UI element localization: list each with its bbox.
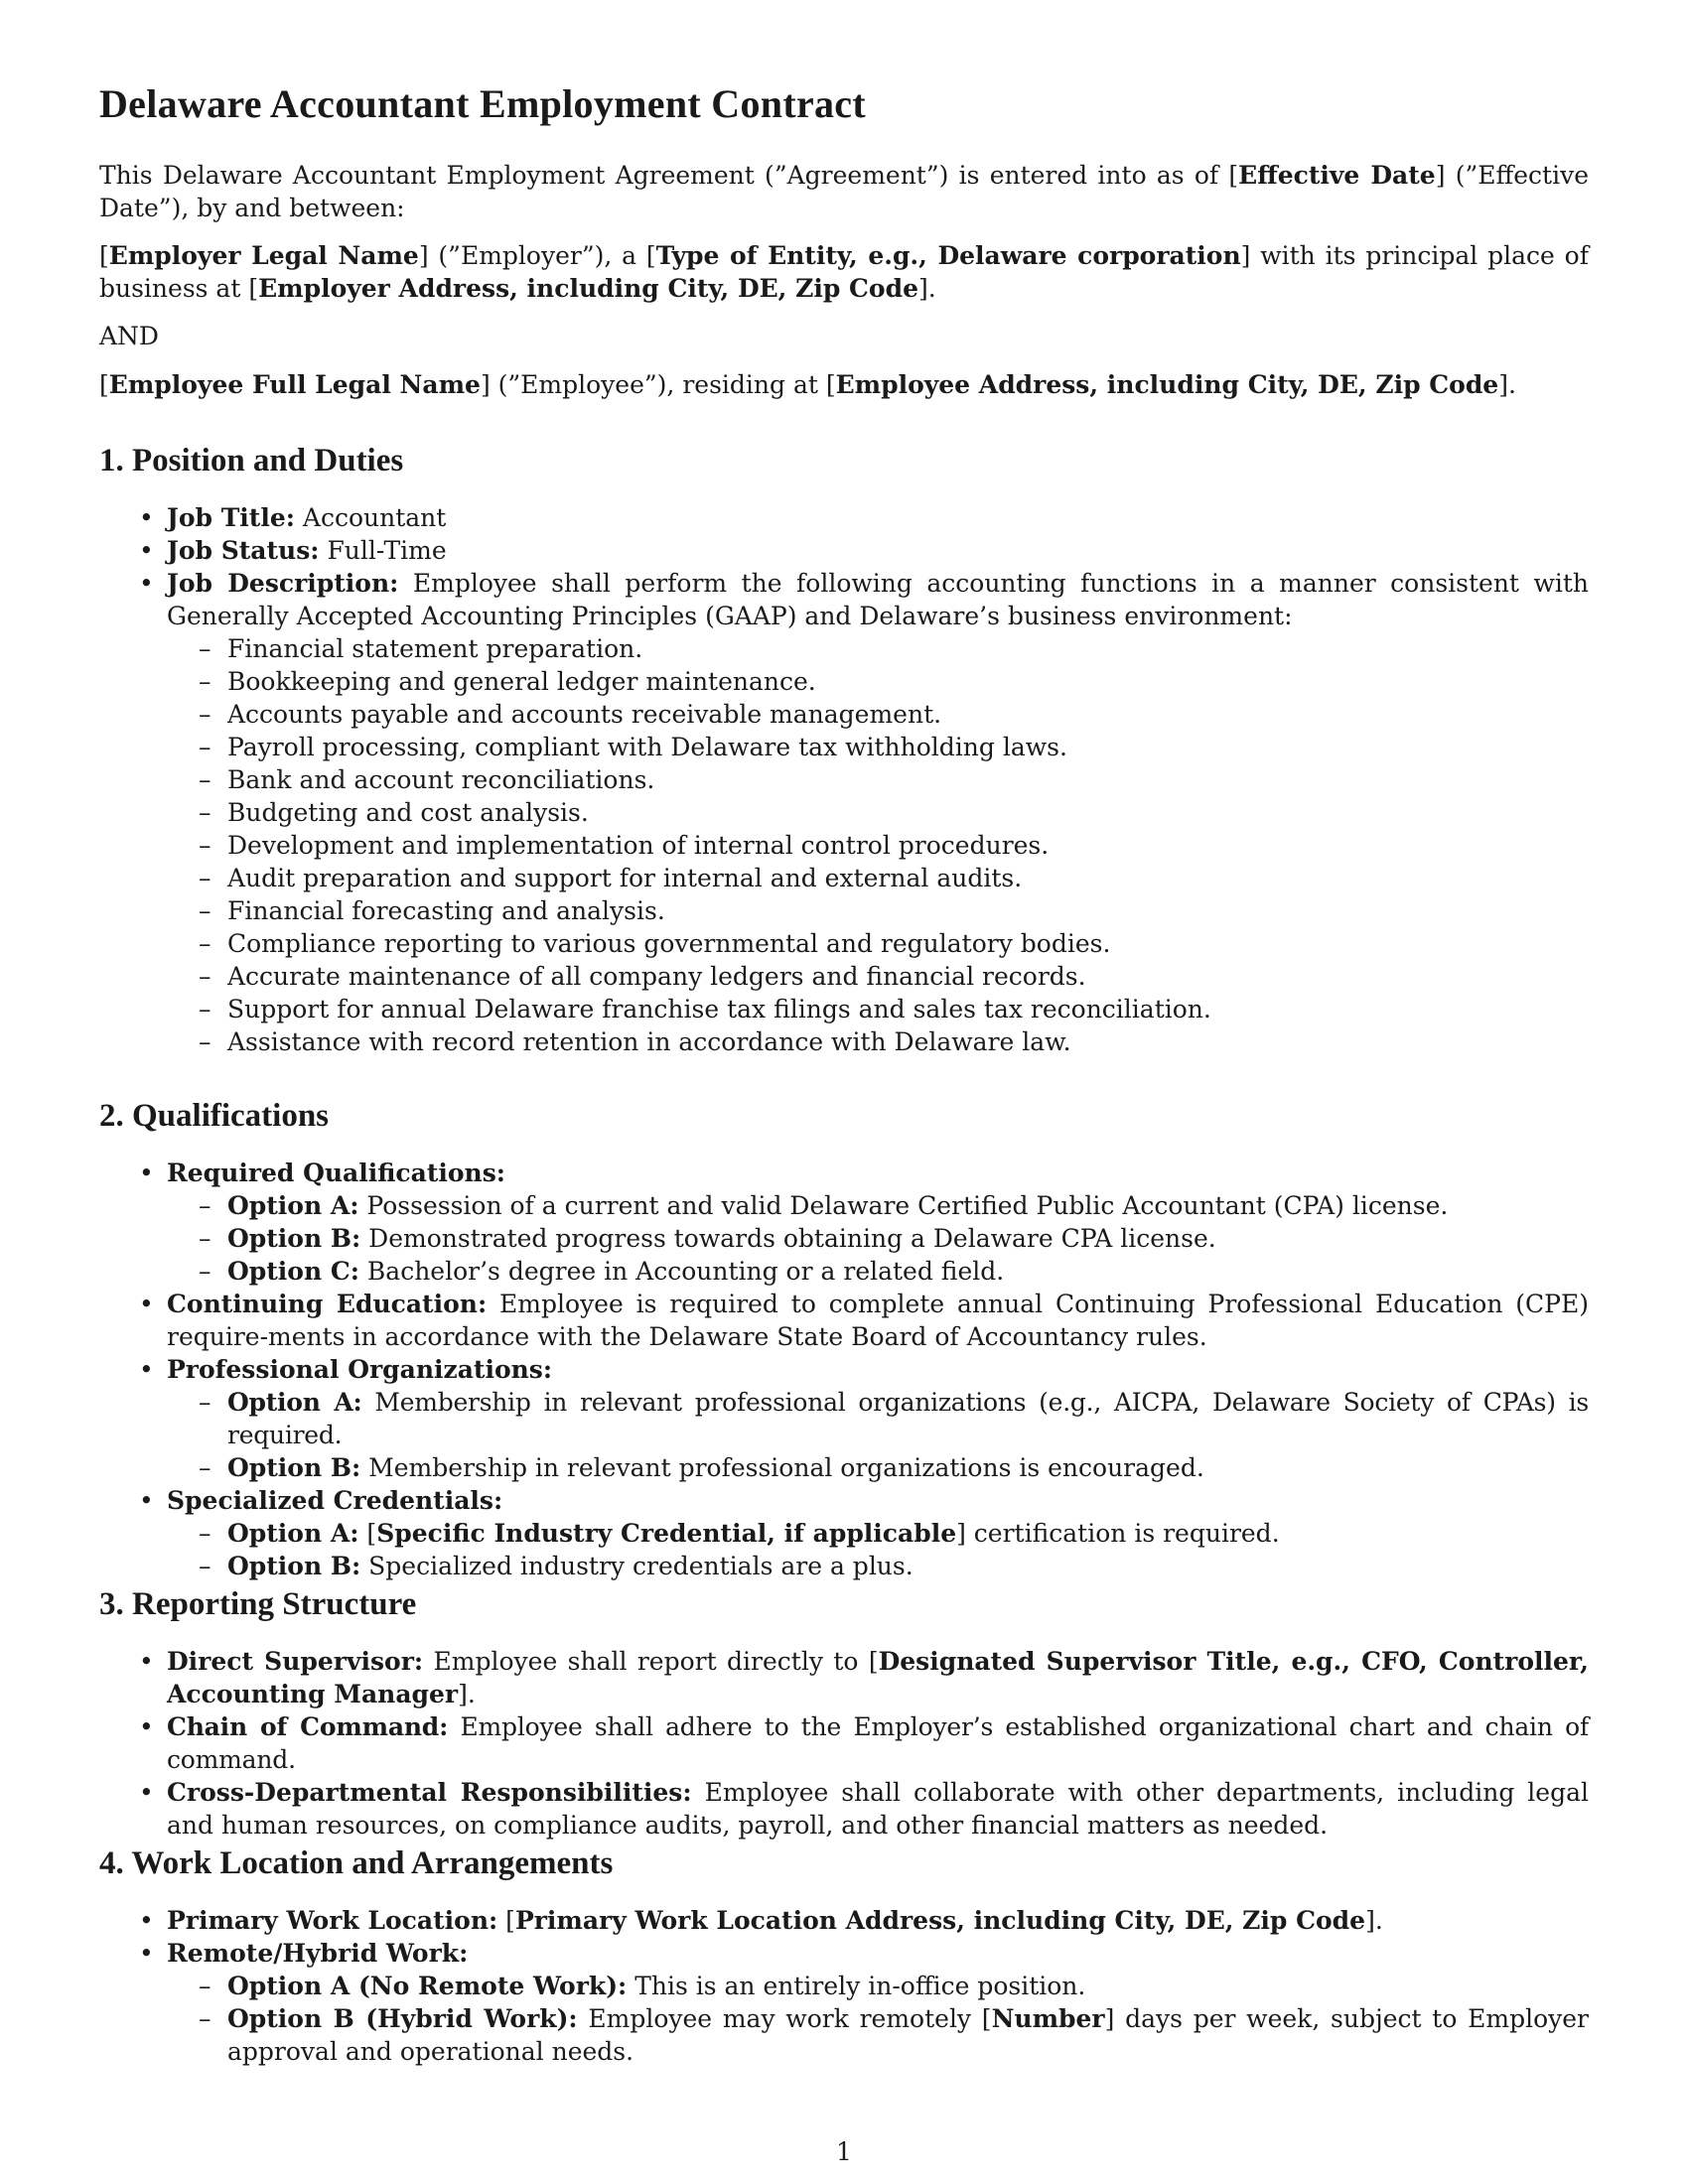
- employee-name-placeholder: Employee Full Legal Name: [108, 370, 481, 399]
- text: ].: [1498, 370, 1516, 399]
- duty-item: – Bookkeeping and general ledger maintenance.: [167, 665, 1589, 698]
- option-item: [167, 1222, 1589, 1255]
- text: Employee may work remotely [: [577, 2004, 992, 2033]
- credential-placeholder: Specific Industry Credential, if applicable: [376, 1519, 957, 1548]
- option-item: [167, 1189, 1589, 1222]
- list-item: [99, 1353, 1589, 1484]
- value: Full-Time: [319, 536, 447, 565]
- intro-text: This Delaware Accountant Employment Agreement (”Agreement”) is entered into as of [: [99, 161, 1239, 190]
- work-location-list: [99, 1904, 1589, 2068]
- list-item: [99, 1484, 1589, 1582]
- value: Employee shall perform the following accounting functions in a manner consistent with Generally Accepted Accounting Principles (GAAP) and Delaware’s business environment:: [167, 569, 1590, 630]
- text: ] (”Employee”), residing at [: [480, 370, 836, 399]
- employee-address-placeholder: Employee Address, including City, DE, Zip Code: [835, 370, 1499, 399]
- label: Option A:: [227, 1191, 359, 1220]
- employer-paragraph: [99, 239, 1589, 305]
- employer-address-placeholder: Employer Address, including City, DE, Zip Code: [258, 274, 918, 303]
- label: Job Title:: [167, 503, 295, 532]
- option-item: [167, 2002, 1589, 2068]
- reporting-structure-list: [99, 1645, 1589, 1842]
- section-heading-position-duties: 1. Position and Duties: [99, 443, 404, 478]
- label: Option B (Hybrid Work):: [227, 2004, 578, 2033]
- text: ].: [458, 1680, 476, 1708]
- list-item: [99, 1710, 1589, 1776]
- qualifications-list: [99, 1157, 1589, 1582]
- duty-item: – Assistance with record retention in accordance with Delaware law.: [167, 1025, 1589, 1058]
- label: Direct Supervisor:: [167, 1647, 424, 1676]
- label: Option A:: [227, 1519, 359, 1548]
- employee-paragraph: [99, 368, 1589, 401]
- organization-options-sublist: [167, 1386, 1589, 1484]
- text: [: [99, 241, 109, 270]
- text: ].: [1365, 1906, 1383, 1935]
- employer-name-placeholder: Employer Legal Name: [108, 241, 419, 270]
- required-options-sublist: [167, 1189, 1589, 1288]
- text: [: [358, 1519, 377, 1548]
- list-item: [99, 1904, 1589, 1937]
- list-item: [99, 1288, 1589, 1353]
- entity-type-placeholder: Type of Entity, e.g., Delaware corporation: [655, 241, 1241, 270]
- label: Option B:: [227, 1453, 361, 1482]
- label: Required Qualifications:: [167, 1159, 506, 1187]
- option-item: [167, 1970, 1589, 2002]
- label: Continuing Education:: [167, 1290, 488, 1318]
- label: Specialized Credentials:: [167, 1486, 503, 1515]
- intro-text: ] (”Effective Date”), by and between:: [99, 161, 1589, 222]
- days-number-placeholder: Number: [991, 2004, 1105, 2033]
- work-location-placeholder: Primary Work Location Address, including City, DE, Zip Code: [514, 1906, 1366, 1935]
- effective-date-placeholder: Effective Date: [1238, 161, 1436, 190]
- label: Cross-Departmental Responsibilities:: [167, 1778, 692, 1807]
- duty-item: – Support for annual Delaware franchise tax filings and sales tax reconciliation.: [167, 993, 1589, 1025]
- value: Membership in relevant professional organizations (e.g., AICPA, Delaware Society of CPAs) is required.: [227, 1388, 1589, 1449]
- value: Accountant: [294, 503, 447, 532]
- value: Possession of a current and valid Delaware Certified Public Accountant (CPA) license.: [358, 1191, 1449, 1220]
- text: [: [497, 1906, 515, 1935]
- duty-item: – Compliance reporting to various governmental and regulatory bodies.: [167, 927, 1589, 960]
- document-title: Delaware Accountant Employment Contract: [99, 81, 866, 126]
- duty-item: – Financial statement preparation.: [167, 632, 1589, 665]
- text: ] with its principal place of business at [: [99, 241, 1589, 303]
- section-heading-work-location: 4. Work Location and Arrangements: [99, 1845, 614, 1881]
- value: Specialized industry credentials are a plus.: [360, 1552, 914, 1580]
- value: Employee shall adhere to the Employer’s established organizational chart and chain of command.: [167, 1712, 1589, 1774]
- value: This is an entirely in-office position.: [627, 1972, 1086, 2000]
- option-item: [167, 1451, 1589, 1484]
- section-heading-reporting-structure: 3. Reporting Structure: [99, 1586, 417, 1622]
- label: Remote/Hybrid Work:: [167, 1939, 469, 1968]
- duty-item: – Accounts payable and accounts receivable management.: [167, 698, 1589, 731]
- label: Chain of Command:: [167, 1712, 449, 1741]
- value: Bachelor’s degree in Accounting or a related field.: [358, 1257, 1005, 1286]
- duty-item: – Bank and account reconciliations.: [167, 763, 1589, 796]
- label: Job Status:: [167, 536, 320, 565]
- supervisor-placeholder: Designated Supervisor Title, e.g., CFO, Controller, Accounting Manager: [167, 1647, 1589, 1708]
- duty-item: – Financial forecasting and analysis.: [167, 894, 1589, 927]
- text: Employee shall report directly to [: [423, 1647, 879, 1676]
- text: ].: [917, 274, 936, 303]
- option-item: [167, 1255, 1589, 1288]
- label: Job Description:: [167, 569, 399, 598]
- label: Option C:: [227, 1257, 359, 1286]
- and-text: AND: [99, 322, 159, 350]
- list-item: [99, 1157, 1589, 1288]
- option-item: [167, 1550, 1589, 1582]
- list-item: [99, 567, 1589, 1058]
- position-duties-list: [99, 501, 1589, 1058]
- credential-options-sublist: [167, 1517, 1589, 1582]
- label: Option B:: [227, 1224, 361, 1253]
- list-item: [99, 1776, 1589, 1842]
- list-item: [99, 534, 1589, 567]
- text: ] certification is required.: [956, 1519, 1280, 1548]
- option-item: [167, 1517, 1589, 1550]
- page-number: 1: [836, 2137, 852, 2166]
- text: ] (”Employer”), a [: [418, 241, 656, 270]
- label: Option A (No Remote Work):: [227, 1972, 628, 2000]
- intro-paragraph: [99, 159, 1589, 224]
- remote-options-sublist: [167, 1970, 1589, 2068]
- duty-item: – Budgeting and cost analysis.: [167, 796, 1589, 829]
- duty-item: – Accurate maintenance of all company ledgers and financial records.: [167, 960, 1589, 993]
- label: Option A:: [227, 1388, 362, 1417]
- value: Employee is required to complete annual Continuing Professional Education (CPE) require-ments in accordance with the Delaware State Board of Accountancy rules.: [167, 1290, 1589, 1351]
- list-item: [99, 1645, 1589, 1710]
- option-item: [167, 1386, 1589, 1451]
- text: ] days per week, subject to Employer approval and operational needs.: [227, 2004, 1589, 2066]
- label: Option B:: [227, 1552, 361, 1580]
- label: Primary Work Location:: [167, 1906, 498, 1935]
- duty-item: – Payroll processing, compliant with Delaware tax withholding laws.: [167, 731, 1589, 763]
- value: Employee shall collaborate with other departments, including legal and human resources, on compliance audits, payroll, and other financial matters as needed.: [167, 1778, 1589, 1840]
- label: Professional Organizations:: [167, 1355, 553, 1384]
- duty-item: – Audit preparation and support for internal and external audits.: [167, 862, 1589, 894]
- section-heading-qualifications: 2. Qualifications: [99, 1098, 330, 1134]
- duties-sublist: [167, 632, 1589, 1058]
- list-item: [99, 1937, 1589, 2068]
- value: Membership in relevant professional organizations is encouraged.: [360, 1453, 1204, 1482]
- duty-item: – Development and implementation of internal control procedures.: [167, 829, 1589, 862]
- value: Demonstrated progress towards obtaining a Delaware CPA license.: [360, 1224, 1216, 1253]
- text: [: [99, 370, 109, 399]
- list-item: [99, 501, 1589, 534]
